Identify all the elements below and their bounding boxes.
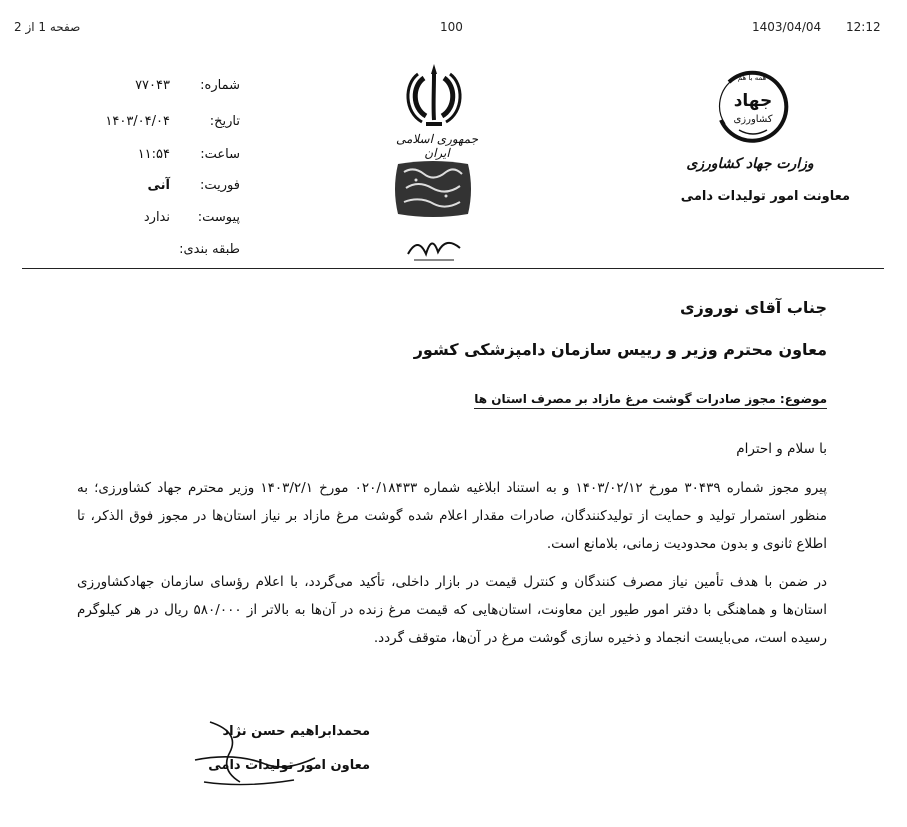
meta-urgency-value: آنی — [147, 178, 170, 193]
fax-time: 12:12 — [846, 20, 881, 34]
addressee-name: جناب آقای نوروزی — [680, 298, 827, 317]
letter-paragraph-1: پیرو مجوز شماره ۳۰۴۳۹ مورخ ۱۴۰۳/۰۲/۱۲ و به استناد ابلاغیه شماره ۰۲۰/۱۸۴۳۳ مورخ ۱۴۰۳/۲/۱ وزیر محترم جهاد کشاورزی؛ به منظور استمرار تولید و حمایت از تولیدکنندگان، صادرات مقدار اعلام شده گوشت مرغ مازاد بر نیاز استان‌ها در مجوز فوق الذکر، تا اطلاع ثانوی و بدون محدودیت زمانی، بلامانع است. — [77, 480, 828, 552]
meta-attachment — [60, 210, 240, 232]
letter-subject: موضوع: مجوز صادرات گوشت مرغ مازاد بر مصرف استان ها — [474, 392, 827, 409]
fax-date: 1403/04/04 — [752, 20, 822, 34]
ministry-logo — [709, 64, 795, 150]
meta-date-label: تاریخ: — [209, 114, 240, 129]
meta-time-label: ساعت: — [200, 147, 240, 162]
meta-attachment-label: پیوست: — [197, 210, 240, 225]
meta-time — [60, 147, 240, 169]
meta-urgency-label: فوریت: — [200, 178, 240, 193]
calligraphy-seal-icon — [392, 160, 474, 218]
signer-name: محمدابراهیم حسن نژاد — [222, 724, 370, 739]
meta-classification-label: طبقه بندی: — [179, 242, 240, 257]
header-divider — [22, 268, 884, 269]
meta-number-label: شماره: — [200, 78, 240, 93]
meta-time-value: ۱۱:۵۴ — [137, 147, 170, 162]
department-name: معاونت امور تولیدات دامی — [680, 189, 850, 204]
meta-urgency — [60, 178, 240, 200]
ministry-title: وزارت جهاد کشاورزی — [686, 156, 814, 172]
emblem-caption: جمهوری اسلامی ایران — [395, 132, 479, 160]
logo-main-text: جهاد — [733, 91, 773, 111]
meta-number-value: ۷۷۰۴۳ — [135, 78, 170, 93]
signer-title: معاون امور تولیدات دامی — [208, 758, 370, 773]
meta-date — [60, 114, 240, 136]
meta-number — [60, 78, 240, 100]
addressee-title: معاون محترم وزیر و رییس سازمان دامپزشکی کشور — [413, 340, 827, 359]
letter-paragraph-2: در ضمن با هدف تأمین نیاز مصرف کنندگان و کنترل قیمت در بازار داخلی، تأکید می‌گردد، با اعلام رؤسای سازمان جهادکشاورزی استان‌ها و هماهنگی با دفتر امور طیور این معاونت، استان‌هایی که قیمت مرغ زنده در آن‌ها به بالاتر از ۵۸۰/۰۰۰ ریال در هر کیلوگرم رسیده است، می‌بایست انجماد و ذخیره سازی گوشت مرغ در آن‌ها، متوقف گردد. — [77, 574, 827, 646]
motto-calligraphy-icon — [404, 224, 464, 264]
fax-number: 100 — [440, 20, 463, 34]
logo-top-text: همه با هم — [737, 74, 767, 82]
meta-attachment-value: ندارد — [143, 210, 170, 225]
logo-sub-text: کشاورزی — [733, 114, 773, 125]
iran-emblem-icon — [404, 60, 464, 130]
fax-page-indicator: صفحه 1 از 2 — [14, 20, 81, 34]
meta-date-value: ۱۴۰۳/۰۴/۰۴ — [105, 114, 170, 129]
meta-classification — [60, 242, 240, 264]
letter-greeting: با سلام و احترام — [736, 441, 827, 457]
